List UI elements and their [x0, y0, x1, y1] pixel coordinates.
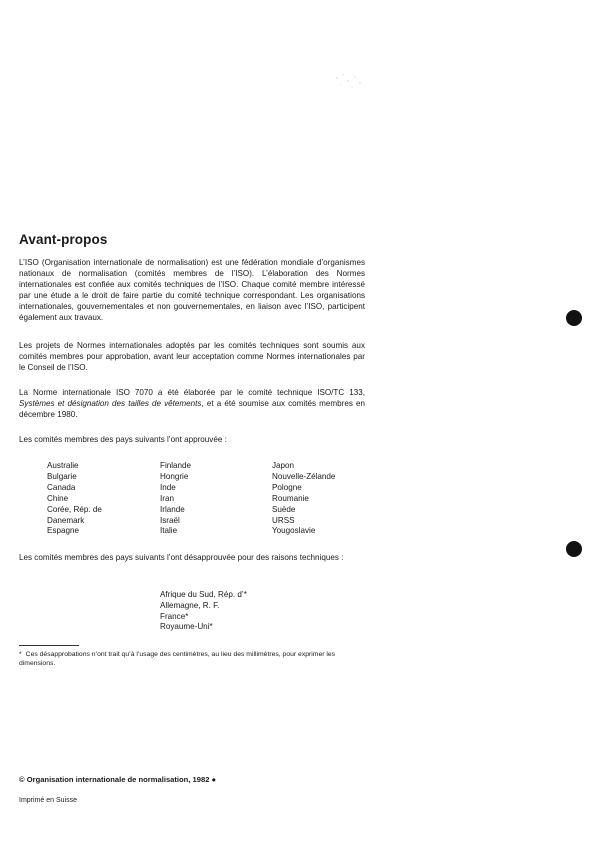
intro-paragraph: L’ISO (Organisation internationale de normalisation) est une fédération mondiale d’organismes nationaux de normalisation (comités membres de l’ISO). L’élaboration des Normes internationales est confiée aux comités techniques de l’ISO. Chaque comité membre intéressé par une étude a le droit de faire partie du comité technique correspondant. Les organisations internationales, gouvernementales et non gouvernementales, en liaison avec l’ISO, participent également aux travaux. — [19, 258, 365, 322]
copyright-line: © Organisation internationale de normalisation, 1982 ● — [19, 775, 217, 784]
approved-column-3 — [272, 461, 335, 537]
country-item: Corée, Rép. de — [47, 504, 102, 514]
page-title: Avant-propos — [19, 232, 108, 247]
country-item: Japon — [272, 461, 295, 470]
country-item: France* — [160, 611, 189, 621]
country-item: Hongrie — [160, 471, 189, 481]
country-item: Italie — [160, 526, 178, 536]
footnote — [19, 650, 365, 669]
approval-paragraph: Les projets de Normes internationales adoptés par les comités techniques sont soumis aux comités membres pour approbation, avant leur acceptation comme Normes internationales par le Conseil de l’ISO. — [19, 341, 365, 372]
country-item: Afrique du Sud, Rép. d’* — [160, 590, 247, 599]
disapproved-list — [160, 590, 247, 633]
country-item: Chine — [47, 493, 69, 503]
country-item: Yougoslavie — [272, 526, 316, 536]
country-item: Inde — [160, 482, 176, 492]
punch-hole-bottom — [566, 541, 582, 557]
country-item: Israël — [160, 515, 180, 525]
country-item: URSS — [272, 515, 295, 525]
country-item: Suède — [272, 504, 296, 514]
footnote-text: Ces désapprobations n’ont trait qu’à l’usage des centimètres, au lieu des millimètres, pour exprimer les dimensions. — [19, 651, 336, 668]
committee-title: Systèmes et désignation des tailles de vêtements — [19, 398, 202, 408]
approved-column-1 — [47, 461, 102, 537]
country-item: Pologne — [272, 482, 302, 492]
punch-hole-top — [566, 310, 582, 326]
scan-speck — [333, 72, 365, 90]
country-item: Australie — [47, 461, 79, 470]
country-item: Espagne — [47, 526, 79, 536]
country-item: Danemark — [47, 515, 85, 525]
country-item: Finlande — [160, 461, 192, 470]
approved-column-2 — [160, 461, 191, 537]
country-item: Canada — [47, 482, 76, 492]
printed-in: Imprimé en Suisse — [19, 797, 77, 804]
country-item: Roumanie — [272, 493, 309, 503]
approved-intro: Les comités membres des pays suivants l’ont approuvée : — [19, 435, 227, 444]
standard-paragraph-start: La Norme internationale ISO 7070 a été élaborée par le comité technique ISO/TC 133, — [19, 388, 365, 397]
country-item: Nouvelle-Zélande — [272, 471, 336, 481]
country-item: Allemagne, R. F. — [160, 600, 220, 610]
country-item: Irlande — [160, 504, 185, 514]
disapproved-intro: Les comités membres des pays suivants l’ont désapprouvée pour des raisons techniques : — [19, 553, 344, 562]
country-item: Royaume-Uni* — [160, 622, 213, 632]
footnote-divider — [19, 645, 79, 646]
standard-paragraph-end: , et a été soumise aux comités membres en décembre 1980. — [19, 398, 365, 419]
country-item: Iran — [160, 493, 174, 503]
footnote-mark: * — [19, 651, 22, 658]
standard-paragraph — [19, 388, 365, 421]
country-item: Bulgarie — [47, 471, 77, 481]
